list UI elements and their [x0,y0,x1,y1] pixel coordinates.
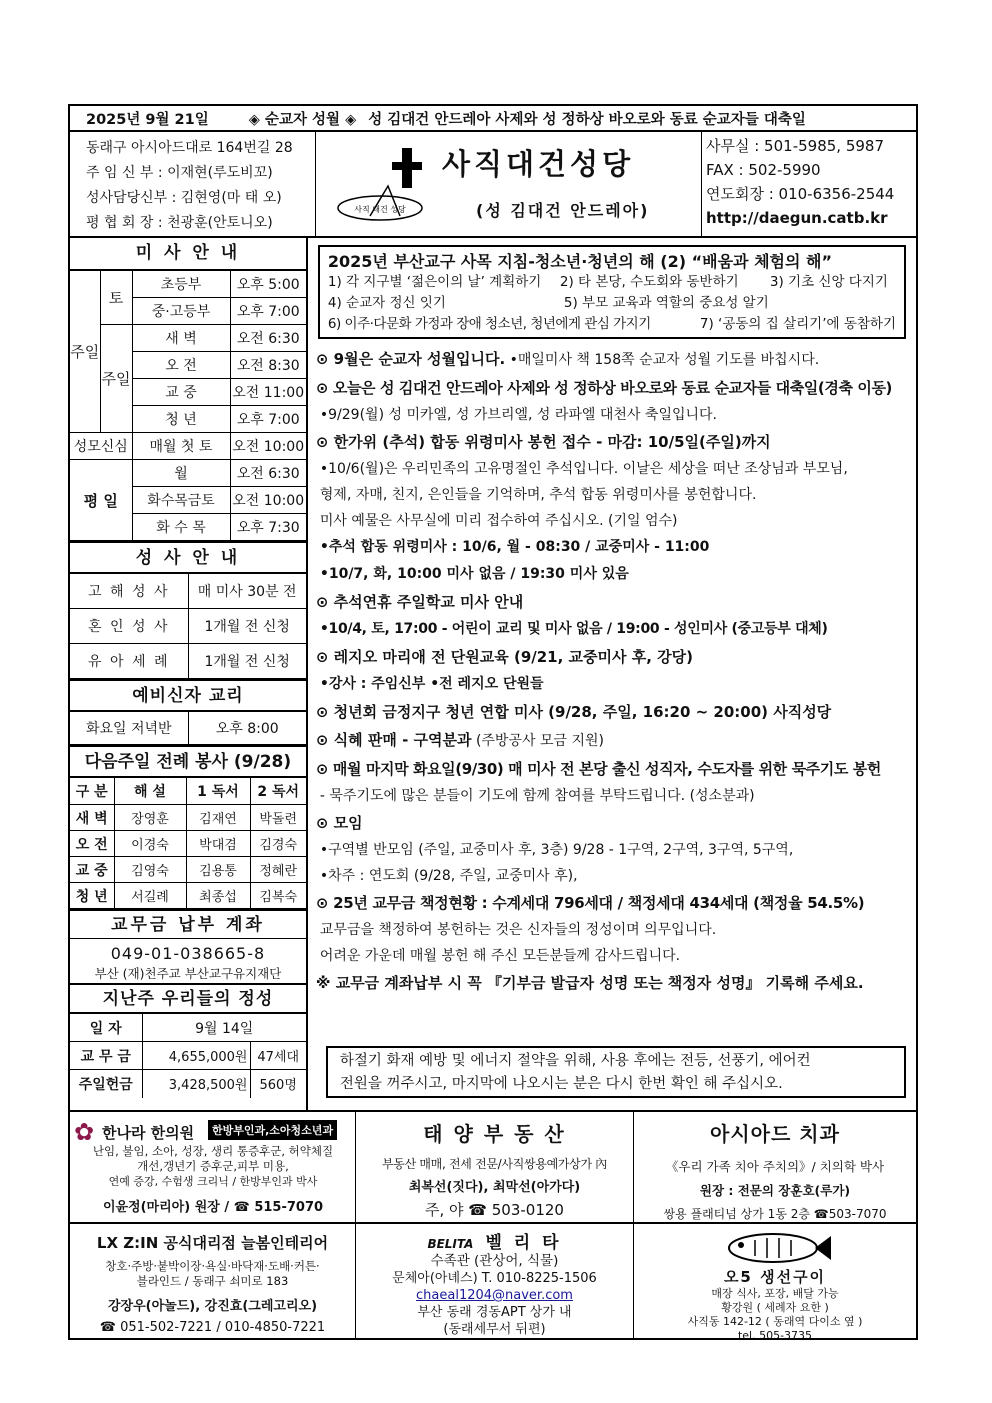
ad-row [70,1224,916,1338]
offering-amount: 4,655,000원 [142,1042,250,1070]
theme-item: 5) 부모 교육과 역할의 중요성 알기 [563,295,769,311]
catechumen-table [70,711,306,745]
catechumen-title: 예비신자 교리 [70,679,306,711]
mass-time: 오후 7:00 [230,298,306,325]
offering-date-label: 일 자 [70,1014,142,1042]
marian-time: 오전 10:00 [230,433,306,460]
ad-nulbom-interior [70,1224,356,1338]
notice-line: 전원을 꺼주시고, 마지막에 나오시는 분은 다시 한번 확인 해 주십시오. [339,1076,783,1092]
news-list [308,339,916,997]
news-heading: ⊙ 레지오 마리애 전 단원교육 (9/21, 교중미사 후, 강당) [315,648,693,666]
news-text: 교무금을 책정하여 봉헌하는 것은 신자들의 정성이며 의무입니다. [319,922,717,938]
weekday-mass-time: 오후 7:30 [230,514,306,541]
church-header [70,132,916,238]
ad-text: 부동산 매매, 전세 전문/사직쌍용예가상가 內 [382,1157,607,1171]
news-text: •차주 : 연도회 (9/28, 주일, 교중미사 후), [319,868,578,884]
season-label: ◈ 순교자 성월 ◈ [248,111,357,128]
news-text: •9/29(월) 성 미카엘, 성 가브리엘, 성 라파엘 대천사 축일입니다. [319,407,717,423]
commentator: 장영훈 [114,805,186,831]
sacrament-value: 매 미사 30분 전 [188,574,306,609]
reader-1: 김재연 [186,805,250,831]
ad-email-link[interactable]: chaeal1204@naver.com [416,1288,573,1303]
bulletin-date: 2025년 9월 21일 [86,111,209,128]
mass-time: 오전 8:30 [230,352,306,379]
news-text: •추석 합동 위령미사 : 10/6, 월 - 08:30 / 교중미사 - 11:00 [319,539,710,555]
mass-name: 초등부 [132,271,230,298]
weekday-mass-name: 화수목금토 [132,487,230,514]
mass-name: 중·고등부 [132,298,230,325]
mass-name: 교 중 [132,379,230,406]
ad-contact: 이윤정(마리아) 원장 / ☎ 515-7070 [102,1200,324,1215]
news-heading: ⊙ 식혜 판매 - 구역분과 (주방공사 모금 지원) [315,731,604,749]
sacrament-name: 고 해 성 사 [70,574,188,609]
reader-1: 박대겸 [186,831,250,857]
church-name: 사직대건성당 [442,147,635,181]
feast-title: 성 김대건 안드레아 사제와 성 정하상 바오로와 동료 순교자들 대축일 [368,111,806,128]
offering-title: 지난주 우리들의 정성 [70,983,306,1013]
weekday-mass-time: 오전 10:00 [230,487,306,514]
news-text: •10/4, 토, 17:00 - 어린이 교리 및 미사 없음 / 19:00 - 성인미사 (중고등부 대체) [319,621,828,637]
reader-1: 최종섭 [186,883,250,909]
church-logo-icon [330,146,440,226]
sacrament-title: 성 사 안 내 [70,541,306,573]
ad-tag: 한방부인과,소아청소년과 [208,1120,337,1140]
offering-name: 주일헌금 [70,1070,142,1098]
pastor-line: 주 임 신 부 : 이재현(루도비꼬) [86,165,273,181]
ad-name: LX Z:IN 공식대리점 늘봄인테리어 [96,1234,329,1252]
pastoral-theme-box [318,245,906,339]
mass-title: 미 사 안 내 [70,238,306,270]
ad-fish-grill [634,1224,916,1338]
service-slot: 오 전 [70,831,114,857]
ad-brand: BELITA [427,1237,474,1251]
ad-text: 최복선(짓다), 최막선(아가다) [408,1180,581,1195]
ad-text: 창호·주방·붙박이장·욕실·바닥재·도배·커튼· [105,1259,320,1273]
ad-name: 한나라 한의원 [102,1124,195,1142]
offering-count: 560명 [250,1070,306,1098]
service-slot: 청 년 [70,883,114,909]
ad-text: 블라인드 / 동래구 쇠미로 183 [136,1274,289,1288]
ad-text: (동래세무서 뒤편) [443,1322,546,1337]
ad-name: 태 양 부 동 산 [423,1122,566,1146]
theme-title: 2025년 부산교구 사목 지침-청소년·청년의 해 (2) “배움과 체험의 해” [327,252,832,271]
news-text: •10/7, 화, 10:00 미사 없음 / 19:30 미사 있음 [319,566,629,582]
ad-text: 수족관 (관상어, 식물) [430,1253,559,1269]
account-holder: 부산 (재)천주교 부산교구유지재단 [94,966,282,981]
offering-count: 47세대 [250,1042,306,1070]
news-heading: ⊙ 한가위 (추석) 합동 위령미사 봉헌 접수 - 마감: 10/5일(주일)까지 [315,433,771,451]
sunday-label: 주일 [70,271,100,433]
weekday-mass-time: 오전 6:30 [230,460,306,487]
news-heading: ⊙ 청년회 금정지구 청년 연합 미사 (9/28, 주일, 16:20 ~ 20:00) 사직성당 [315,703,832,721]
news-text: - 묵주기도에 많은 분들이 기도에 함께 참여를 부탁드립니다. (성소분과) [319,788,755,804]
assistant-priest-line: 성사담당신부 : 김현영(마 태 오) [86,190,282,206]
offering-name: 교 무 금 [70,1042,142,1070]
mass-name: 청 년 [132,406,230,433]
reader-2: 박돌련 [250,805,306,831]
news-heading: ⊙ 추석연휴 주일학교 미사 안내 [315,593,524,611]
logo-text: 사직 대건 성당 [354,205,406,214]
energy-notice-box [326,1046,906,1098]
saturday-label: 토 [100,271,132,325]
ad-contact: 문체아(아녜스) T. 010-8225-1506 [392,1271,597,1286]
staff-info [70,132,316,236]
ad-hannara-clinic [70,1112,356,1222]
table-row [70,805,306,831]
mass-time: 오후 7:00 [230,406,306,433]
commentator: 서길례 [114,883,186,909]
theme-row [328,314,896,335]
ad-name: 벨 리 타 [485,1233,562,1253]
weekday-label: 평 일 [70,460,132,541]
news-heading: ⊙ 모임 [315,814,363,832]
ad-asiad-dental [634,1112,916,1222]
fax-number: FAX : 502-5990 [706,161,821,179]
sacrament-table [70,573,306,679]
ad-text: 부산 동래 경동APT 상가 내 [417,1305,572,1320]
reader-1: 김용통 [186,857,250,883]
table-row [70,883,306,909]
marian-name: 매월 첫 토 [132,433,230,460]
sacrament-value: 1개월 전 신청 [188,609,306,644]
service-header: 구 분 [70,778,114,805]
account-title: 교무금 납부 계좌 [70,909,306,939]
news-text: •강사 : 주임신부 •전 레지오 단원들 [319,676,544,692]
church-address: 동래구 아시아드대로 164번길 28 [86,140,293,156]
theme-item: 7) ‘공동의 집 살리기’에 동참하기 [699,316,896,332]
office-phone: 사무실 : 501-5985, 5987 [706,137,884,155]
theme-item: 4) 순교자 정신 잇기 [327,295,446,311]
table-row [70,831,306,857]
reader-2: 정혜란 [250,857,306,883]
ad-text: 난임, 불임, 소아, 성장, 생리 통증후군, 허약체질 [92,1144,334,1158]
ad-text: 강장우(아놀드), 강진효(그레고리오) [107,1299,318,1314]
weekday-mass-name: 월 [132,460,230,487]
offering-date: 9월 14일 [142,1014,306,1042]
mass-name: 오 전 [132,352,230,379]
church-patron: (성 김대건 안드레아) [476,201,650,220]
news-text: •10/6(월)은 우리민족의 고유명절인 추석입니다. 이날은 세상을 떠난 조상님과 부모님, [319,461,848,477]
offering-amount: 3,428,500원 [142,1070,250,1098]
news-text: 형제, 자매, 친지, 은인들을 기억하며, 추석 합동 위령미사를 봉헌합니다. [319,487,757,503]
reader-2: 김경숙 [250,831,306,857]
ad-contact: 주, 야 ☎ 503-0120 [425,1201,564,1219]
theme-item: 1) 각 지구별 ‘젊은이의 날’ 계획하기 [327,274,542,290]
theme-item: 6) 이주·다문화 가정과 장애 청소년, 청년에게 관심 가지기 [327,316,651,332]
news-text: 미사 예물은 사무실에 미리 접수하여 주십시오. (기일 엄수) [319,513,678,529]
news-heading: ⊙ 25년 교무금 책정현황 : 수계세대 796세대 / 책정세대 434세대 (책정율 54.5%) [315,894,865,912]
left-column [70,238,308,1110]
service-title: 다음주일 전례 봉사 (9/28) [70,745,306,777]
ad-text: 원장 : 전문의 장훈호(루가) [699,1183,851,1198]
mass-time: 오후 5:00 [230,271,306,298]
news-heading: ※ 교무금 계좌납부 시 꼭 『기부금 발급자 성명 또는 책정자 성명』 기록해 주세요. [315,974,864,992]
ad-name: 아시아드 치과 [710,1122,840,1146]
news-heading: ⊙ 9월은 순교자 성월입니다. •매일미사 책 158쪽 순교자 성월 기도를 바칩시다. [315,350,820,368]
news-heading: ⊙ 매월 마지막 화요일(9/30) 매 미사 전 본당 출신 성직자, 수도자를 위한 묵주기도 봉헌 [315,760,881,778]
marian-label: 성모신심 [70,433,132,460]
flower-icon: ✿ [74,1118,95,1146]
ad-text: 개선,갱년기 증후군,피부 미용, [137,1159,289,1173]
bulletin-page [68,104,918,1340]
theme-row [328,272,896,293]
ad-text: 사직동 142-12 ( 동래역 다이소 옆 ) [687,1315,863,1328]
ad-contact: tel. 505-3735 [737,1329,813,1338]
sacrament-name: 유 아 세 례 [70,644,188,679]
account-number: 049-01-038665-8 [110,944,266,963]
contact-info [702,132,916,236]
service-table [70,777,306,909]
table-row [70,857,306,883]
ad-taeyang-realty [356,1112,634,1222]
service-slot: 교 중 [70,857,114,883]
theme-item: 3) 기초 신앙 다지기 [769,274,888,290]
ad-contact: 쌍용 플래티넘 상가 1동 2층 ☎503-7070 [663,1207,887,1221]
right-column [308,238,916,1110]
commentator: 이경숙 [114,831,186,857]
mass-time: 오전 11:00 [230,379,306,406]
service-slot: 새 벽 [70,805,114,831]
weekday-mass-name: 화 수 목 [132,514,230,541]
union-phone: 연도회장 : 010-6356-2544 [706,185,895,203]
lords-day-label: 주일 [100,325,132,433]
sacrament-name: 혼 인 성 사 [70,609,188,644]
service-header: 2 독서 [250,778,306,805]
mass-schedule-table [70,270,306,541]
theme-row [328,293,896,314]
ad-text: 연예 증강, 수험생 크리닉 / 한방부인과 박사 [108,1175,318,1188]
reader-2: 김복숙 [250,883,306,909]
news-heading: ⊙ 오늘은 성 김대건 안드레아 사제와 성 정하상 바오로와 동료 순교자들 대축일(경축 이동) [315,379,892,397]
fish-icon [715,1230,835,1266]
council-president-line: 평 협 회 장 : 천광훈(안토니오) [86,215,273,231]
mass-time: 오전 6:30 [230,325,306,352]
notice-line: 하절기 화재 예방 및 에너지 절약을 위해, 사용 후에는 전등, 선풍기, 에어컨 [339,1053,811,1069]
ad-name: 오5 생선구이 [723,1268,827,1286]
mass-name: 새 벽 [132,325,230,352]
ad-belita-aquarium [356,1224,634,1338]
church-url[interactable]: http://daegun.catb.kr [706,209,888,227]
theme-item: 2) 타 본당, 수도회와 동반하기 [559,274,739,290]
commentator: 김영숙 [114,857,186,883]
ad-text: 매장 식사, 포장, 배달 가능 [711,1287,839,1300]
service-header: 해 설 [114,778,186,805]
ad-contact: ☎ 051-502-7221 / 010-4850-7221 [99,1320,326,1335]
ad-row [70,1112,916,1224]
news-text: •구역별 반모임 (주일, 교중미사 후, 3층) 9/28 - 1구역, 2구역, 3구역, 5구역, [319,842,794,858]
catechumen-time: 오후 8:00 [188,712,306,745]
top-banner [70,106,916,132]
offering-table [70,1013,306,1098]
catechumen-class: 화요일 저녁반 [70,712,188,745]
sacrament-value: 1개월 전 신청 [188,644,306,679]
church-title-block [316,132,702,236]
news-text: 어려운 가운데 매월 봉헌 해 주신 모든분들께 감사드립니다. [319,948,681,964]
ad-text: 《우리 가족 치아 주치의》/ 치의학 박사 [665,1159,885,1174]
service-header: 1 독서 [186,778,250,805]
ad-text: 황강원 ( 세례자 요한 ) [721,1301,829,1314]
